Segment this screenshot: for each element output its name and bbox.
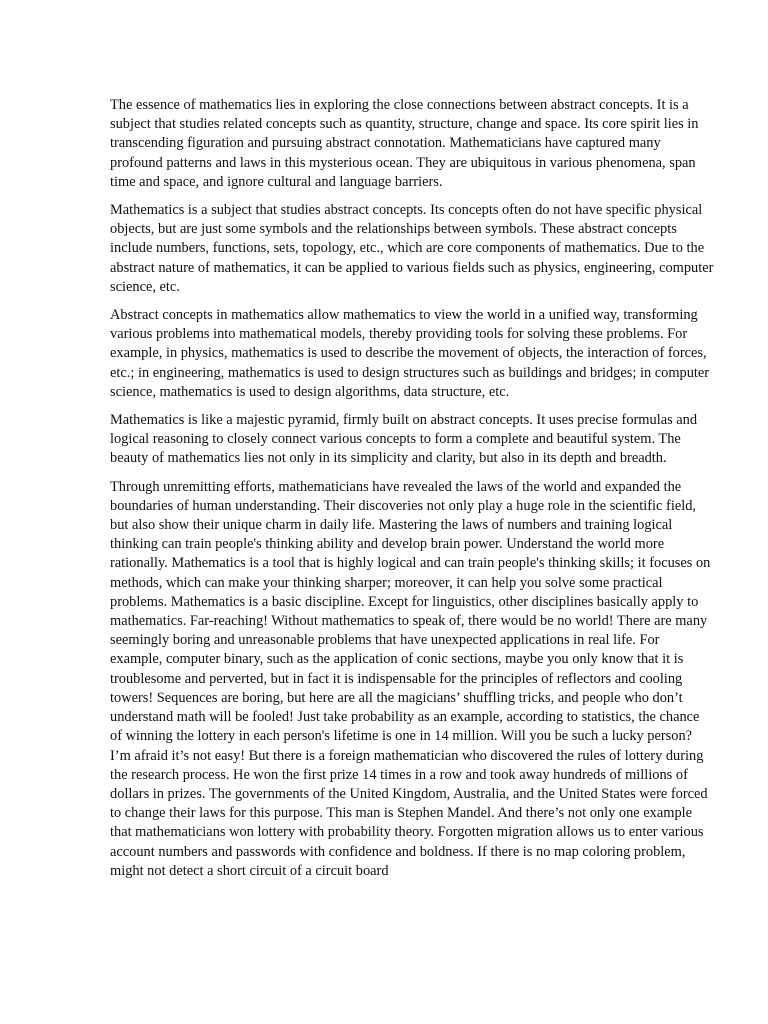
- paragraph: Through unremitting efforts, mathematicians have revealed the laws of the world and expanded the boundaries of human understanding. Their discoveries not only play a huge role in the scientific field, but also show their unique charm in daily life. Mastering the laws of numbers and training logical thinking can train people's thinking ability and develop brain power. Understand the world more rationally. Mathematics is a tool that is highly logical and can train people's thinking skills; it focuses on methods, which can make your thinking sharper; moreover, it can help you solve some practical problems. Mathematics is a basic discipline. Except for linguistics, other disciplines basically apply to mathematics. Far-reaching! Without mathematics to speak of, there would be no world! There are many seemingly boring and unreasonable problems that have unexpected applications in real life. For example, computer binary, such as the application of conic sections, maybe you only know that it is troublesome and perverted, but in fact it is indispensable for the principles of reflectors and cooling towers! Sequences are boring, but here are all the magicians’ shuffling tricks, and people who don’t understand math will be fooled! Just take probability as an example, according to statistics, the chance of winning the lottery in each person's lifetime is one in 14 million. Will you be such a lucky person? I’m afraid it’s not easy! But there is a foreign mathematician who discovered the rules of lottery during the research process. He won the first prize 14 times in a row and took away hundreds of millions of dollars in prizes. The governments of the United Kingdom, Australia, and the United States were forced to change their laws for this purpose. This man is Stephen Mandel. And there’s not only one example that mathematicians won lottery with probability theory. Forgotten migration allows us to enter various account numbers and passwords with confidence and boldness. If there is no map coloring problem, might not detect a short circuit of a circuit board: [110, 478, 711, 879]
- paragraph: Mathematics is like a majestic pyramid, firmly built on abstract concepts. It uses precise formulas and logical reasoning to closely connect various concepts to form a complete and beautiful system. The beauty of mathematics lies not only in its simplicity and clarity, but also in its depth and breadth.: [110, 412, 698, 467]
- paragraph: Mathematics is a subject that studies abstract concepts. Its concepts often do not have specific physical objects, but are just some symbols and the relationships between symbols. These abstract concepts include numbers, functions, sets, topology, etc., which are core components of mathematics. Due to the abstract nature of mathematics, it can be applied to various fields such as physics, engineering, computer science, etc.: [110, 202, 714, 295]
- document-page: [110, 96, 714, 890]
- paragraph: The essence of mathematics lies in exploring the close connections between abstract concepts. It is a subject that studies related concepts such as quantity, structure, change and space. Its core spirit lies in transcending figuration and pursuing abstract connotation. Mathematicians have captured many profound patterns and laws in this mysterious ocean. They are ubiquitous in various phenomena, span time and space, and ignore cultural and language barriers.: [110, 97, 699, 190]
- paragraph: Abstract concepts in mathematics allow mathematics to view the world in a unified way, transforming various problems into mathematical models, thereby providing tools for solving these problems. For example, in physics, mathematics is used to describe the movement of objects, the interaction of forces, etc.; in engineering, mathematics is used to design structures such as buildings and bridges; in computer science, mathematics is used to design algorithms, data structure, etc.: [110, 307, 710, 400]
